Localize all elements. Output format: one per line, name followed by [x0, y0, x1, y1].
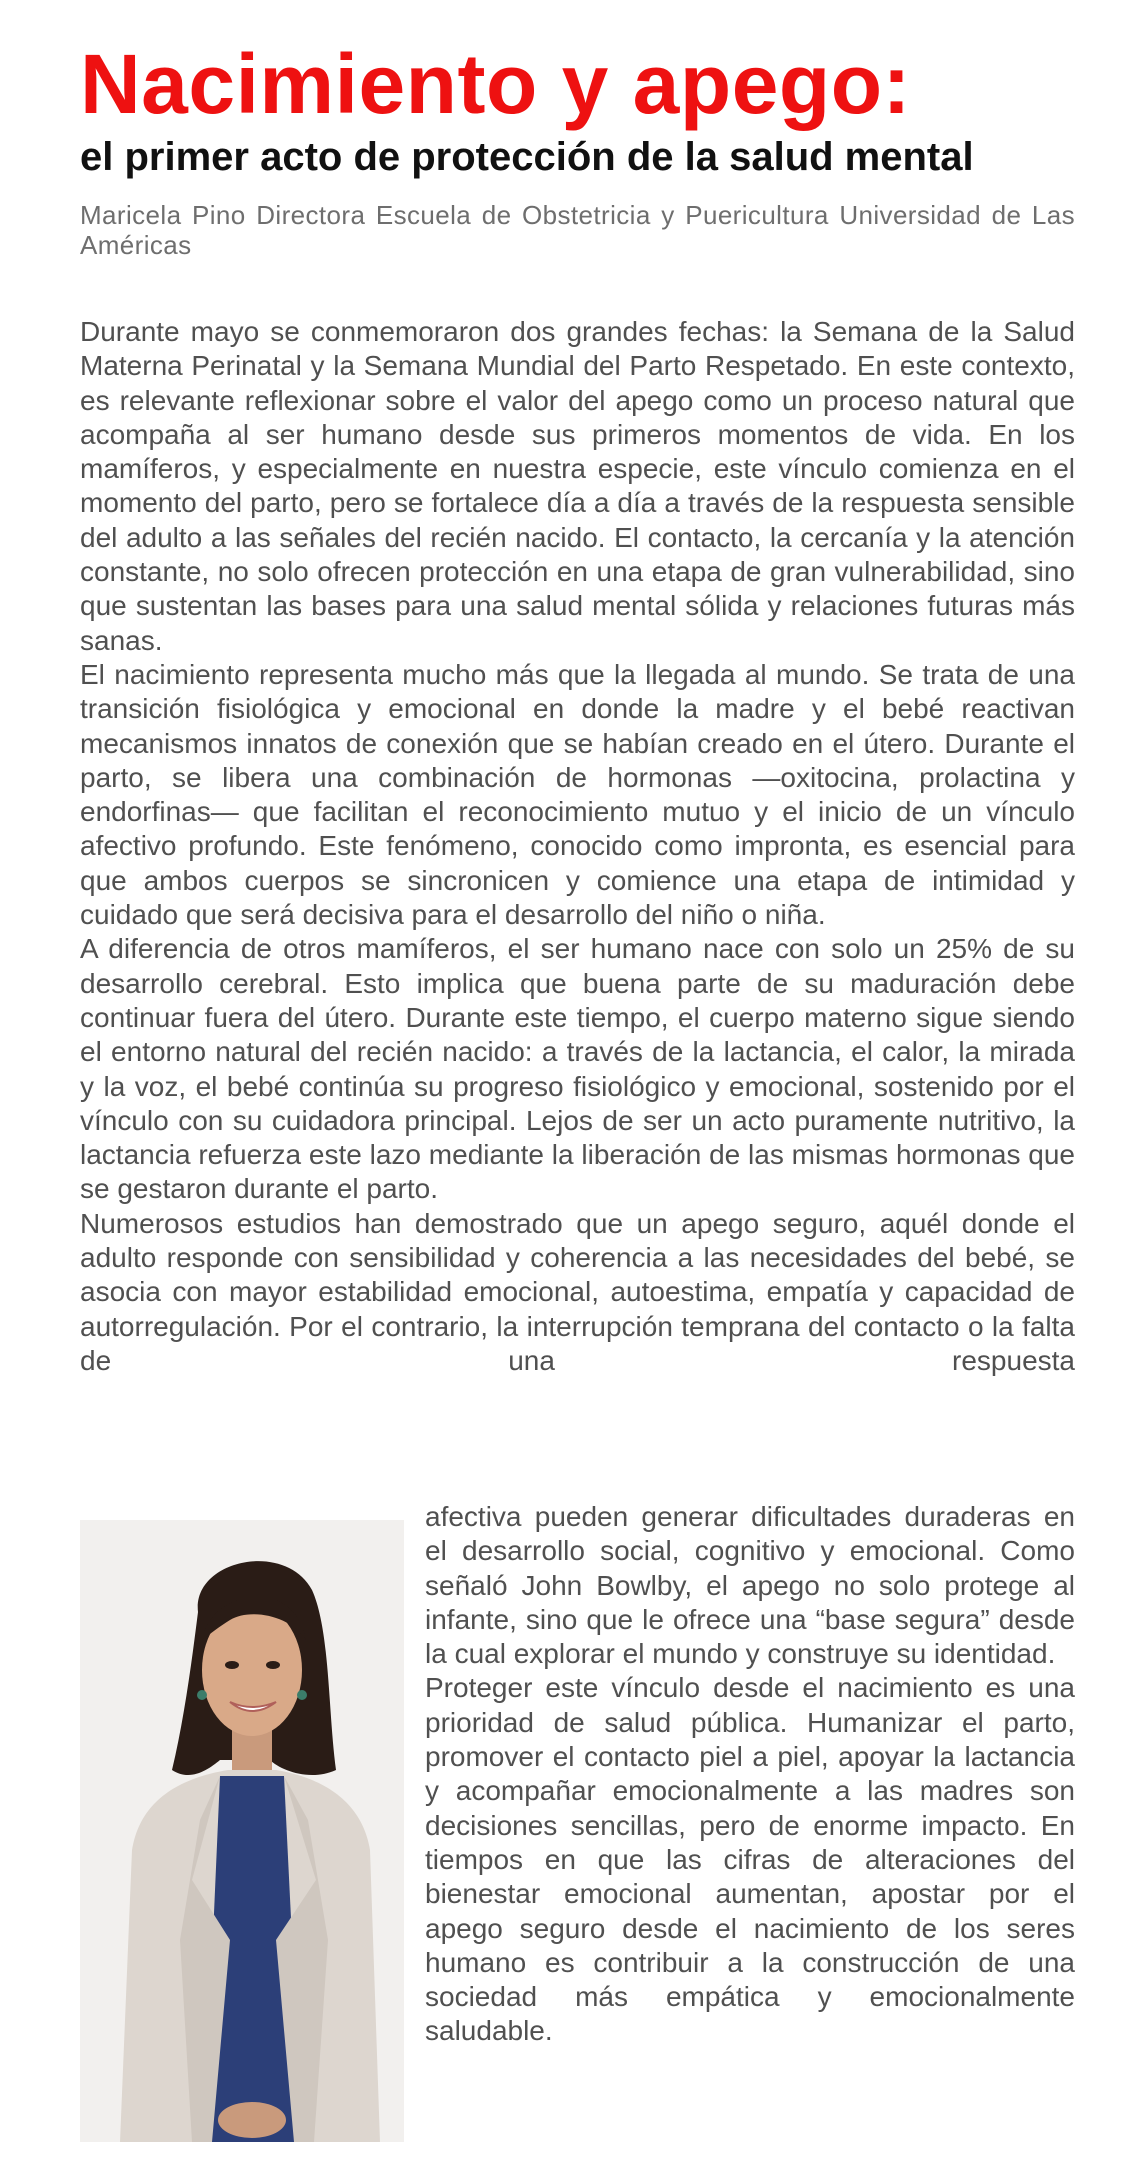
paragraph-3: A diferencia de otros mamíferos, el ser humano nace con solo un 25% de su desarrollo cerebral. Esto implica que buena parte de su maduración debe continuar fuera del útero. Durante este tiempo, el cuerpo materno sigue siendo el entorno natural del recién nacido: a través de la lactancia, el calor, la mirada y la voz, el bebé continúa su progreso fisiológico y emocional, sostenido por el vínculo con su cuidadora principal. Lejos de ser un acto puramente nutritivo, la lactancia refuerza este lazo mediante la liberación de las mismas hormonas que se gestaron durante el parto.: [80, 933, 1075, 1205]
paragraph-4-end: afectiva pueden generar dificultades duraderas en el desarrollo social, cognitivo y emocional. Como señaló John Bowlby, el apego no solo protege al infante, sino que le ofrece una “base segura” desde la cual explorar el mundo y construye su identidad.: [425, 1501, 1075, 1670]
paragraph-5: Proteger este vínculo desde el nacimiento es una prioridad de salud pública. Humanizar el parto, promover el contacto piel a piel, apoyar la lactancia y acompañar emocionalmente a las madres son decisiones sencillas, pero de enorme impacto. En tiempos en que las cifras de alteraciones del bienestar emocional aumentan, apostar por el apego seguro desde el nacimiento de los seres humano es contribuir a la construcción de una sociedad más empática y emocionalmente saludable.: [425, 1672, 1075, 2047]
paragraph-4-start: Numerosos estudios han demostrado que un apego seguro, aquél donde el adulto responde con sensibilidad y coherencia a las necesidades del bebé, se asocia con mayor estabilidad emocional, autoestima, empatía y capacidad de autorregulación. Por el contrario, la interrupción temprana del contacto o la falta de una respuesta: [80, 1207, 1075, 1376]
article-subtitle: el primer acto de protección de la salud mental: [80, 135, 974, 179]
article-body-top: [80, 315, 1075, 1378]
author-byline: Maricela Pino Directora Escuela de Obstetricia y Puericultura Universidad de Las Américas: [80, 200, 1075, 260]
author-portrait-illustration: [80, 1520, 404, 2142]
paragraph-2: El nacimiento representa mucho más que la llegada al mundo. Se trata de una transición fisiológica y emocional en donde la madre y el bebé reactivan mecanismos innatos de conexión que se habían creado en el útero. Durante el parto, se libera una combinación de hormonas —oxitocina, prolactina y endorfinas— que facilitan el reconocimiento mutuo y el inicio de un vínculo afectivo profundo. Este fenómeno, conocido como impronta, es esencial para que ambos cuerpos se sincronicen y comience una etapa de intimidad y cuidado que será decisiva para el desarrollo del niño o niña.: [80, 658, 1075, 931]
article-body-side: [425, 1500, 1075, 2049]
author-photo: [80, 1520, 404, 2142]
article-title: Nacimiento y apego:: [80, 37, 912, 131]
paragraph-1: Durante mayo se conmemoraron dos grandes fechas: la Semana de la Salud Materna Perinatal y la Semana Mundial del Parto Respetado. En este contexto, es relevante reflexionar sobre el valor del apego como un proceso natural que acompaña al ser humano desde sus primeros momentos de vida. En los mamíferos, y especialmente en nuestra especie, este vínculo comienza en el momento del parto, pero se fortalece día a día a través de la respuesta sensible del adulto a las señales del recién nacido. El contacto, la cercanía y la atención constante, no solo ofrecen protección en una etapa de gran vulnerabilidad, sino que sustentan las bases para una salud mental sólida y relaciones futuras más sanas.: [80, 316, 1075, 656]
